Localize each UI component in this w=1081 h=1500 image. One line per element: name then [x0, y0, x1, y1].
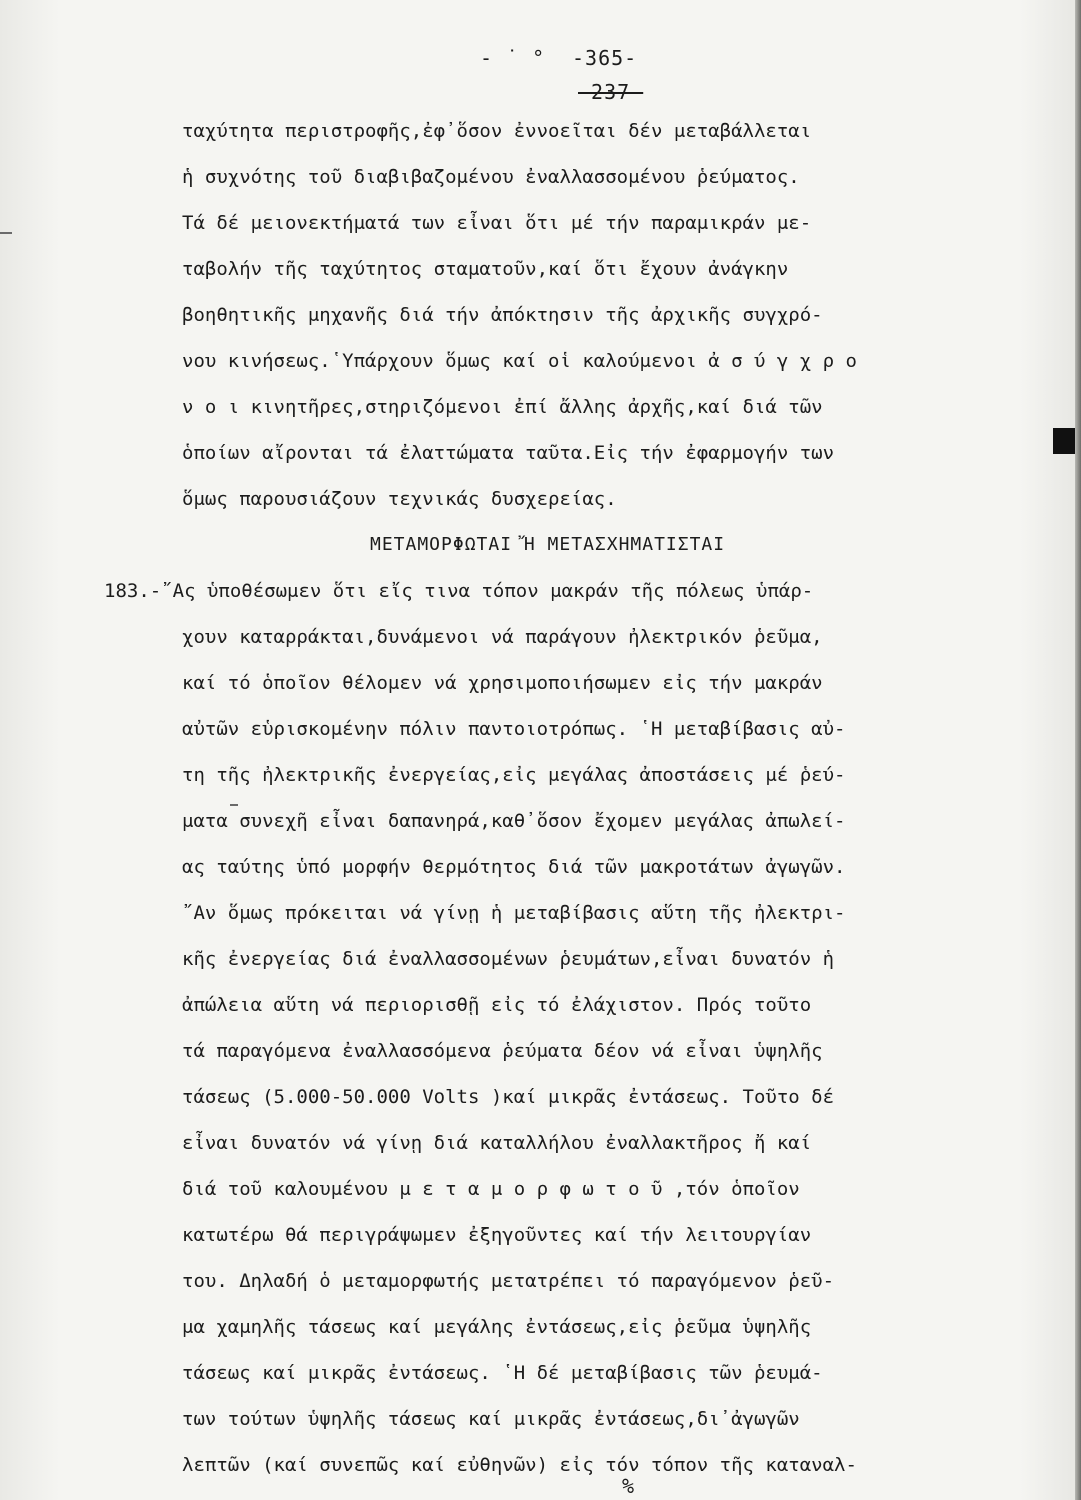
text-line: αὐτῶν εὑρισκομένην πόλιν παντοιοτρόπως. ῾Η μεταβίβασις αὐ-: [182, 718, 846, 740]
margin-dash: [0, 232, 12, 234]
text-line: καί τό ὁποῖον θέλομεν νά χρησιμοποιήσωμεν εἰς τήν μακράν: [182, 672, 823, 694]
text-line: νου κινήσεως.῾Υπάρχουν ὅμως καί οἱ καλούμενοι ἀ σ ύ γ χ ρ ο: [182, 350, 857, 372]
text-line: ὅμως παρουσιάζουν τεχνικάς δυσχερείας.: [182, 488, 617, 510]
text-line: ὁποίων αἴρονται τά ἐλαττώματα ταῦτα.Εἰς τήν ἐφαρμογήν των: [182, 442, 835, 464]
text-line: τη τῆς ἠλεκτρικῆς ἐνεργείας,εἰς μεγάλας ἀποστάσεις μέ ῥεύ-: [182, 764, 846, 786]
text-line: τάσεως καί μικρᾶς ἐντάσεως. ῾Η δέ μεταβίβασις τῶν ῥευμά-: [182, 1362, 823, 1384]
text-line: ταβολήν τῆς ταχύτητος σταματοῦν,καί ὅτι ἔχουν ἀνάγκην: [182, 258, 789, 280]
page-number-struck: -237-: [578, 80, 644, 104]
text-line: χουν καταρράκται,δυνάμενοι νά παράγουν ἠλεκτρικόν ῥεῦμα,: [182, 626, 823, 648]
text-line: κατωτέρω θά περιγράψωμεν ἐξηγοῦντες καί τήν λειτουργίαν: [182, 1224, 812, 1246]
section-number: 183.-: [104, 580, 162, 602]
text-line: ἡ συχνότης τοῦ διαβιβαζομένου ἐναλλασσομένου ῥεύματος.: [182, 166, 800, 188]
section-heading: ΜΕΤΑΜΟΡΦΩΤΑΙ Ἤ ΜΕΤΑΣΧΗΜΑΤΙΣΤΑΙ: [370, 534, 726, 555]
binding-mark: [1059, 428, 1075, 454]
text-line: βοηθητικῆς μηχανῆς διά τήν ἀπόκτησιν τῆς ἀρχικῆς συγχρό-: [182, 304, 823, 326]
text-line: των τούτων ὑψηλῆς τάσεως καί μικρᾶς ἐντάσεως,δι᾽ἀγωγῶν: [182, 1408, 800, 1430]
text-line: ας ταύτης ὑπό μορφήν θερμότητος διά τῶν μακροτάτων ἀγωγῶν.: [182, 856, 846, 878]
text-line: ἀπώλεια αὕτη νά περιορισθῇ εἰς τό ἐλάχιστον. Πρός τοῦτο: [182, 994, 812, 1016]
body-text: [104, 108, 1062, 1488]
text-line: διά τοῦ καλουμένου μ ε τ α μ ο ρ φ ω τ ο ῦ ,τόν ὁποῖον: [182, 1178, 800, 1200]
text-line: τάσεως (5.000-50.000 Volts )καί μικρᾶς ἐντάσεως. Τοῦτο δέ: [182, 1086, 835, 1108]
text-line: ῎Ας ὑποθέσωμεν ὅτι εἴς τινα τόπον μακράν τῆς πόλεως ὑπάρ-: [161, 580, 814, 602]
text-line: κῆς ἐνεργείας διά ἐναλλασσομένων ῥευμάτων,εἶναι δυνατόν ἡ: [182, 948, 835, 970]
text-line: λεπτῶν (καί συνεπῶς καί εὐθηνῶν) εἰς τόν τόπον τῆς καταναλ-: [182, 1454, 857, 1476]
page-number-old: -365-: [572, 46, 638, 70]
text-line: ματα συνεχῆ εἶναι δαπανηρά,καθ᾽ὅσον ἔχομεν μεγάλας ἀπωλεί-: [182, 810, 846, 832]
header-marks: - ˙ °: [480, 46, 546, 70]
text-line: εἶναι δυνατόν νά γίνῃ διά καταλλήλου ἐναλλακτῆρος ἤ καί: [182, 1132, 812, 1154]
page-edge-shadow: [1075, 0, 1081, 1500]
text-line: τά παραγόμενα ἐναλλασσόμενα ῥεύματα δέον νά εἶναι ὑψηλῆς: [182, 1040, 823, 1062]
text-line: ῎Αν ὅμως πρόκειται νά γίνῃ ἡ μεταβίβασις αὕτη τῆς ἠλεκτρι-: [182, 902, 846, 924]
text-line: ταχύτητα περιστροφῆς,ἐφ᾽ὅσον ἐννοεῖται δέν μεταβάλλεται: [182, 120, 812, 142]
text-line: μα χαμηλῆς τάσεως καί μεγάλης ἐντάσεως,εἰς ῥεῦμα ὑψηλῆς: [182, 1316, 812, 1338]
text-line: ν ο ι κινητῆρες,στηριζόμενοι ἐπί ἄλλης ἀρχῆς,καί διά τῶν: [182, 396, 823, 418]
text-line: του. Δηλαδή ὁ μεταμορφωτής μετατρέπει τό παραγόμενον ῥεῦ-: [182, 1270, 835, 1292]
footer-mark: %: [622, 1474, 635, 1498]
text-line: Τά δέ μειονεκτήματά των εἶναι ὅτι μέ τήν παραμικράν με-: [182, 212, 812, 234]
text-line-numbered: [104, 568, 1062, 614]
